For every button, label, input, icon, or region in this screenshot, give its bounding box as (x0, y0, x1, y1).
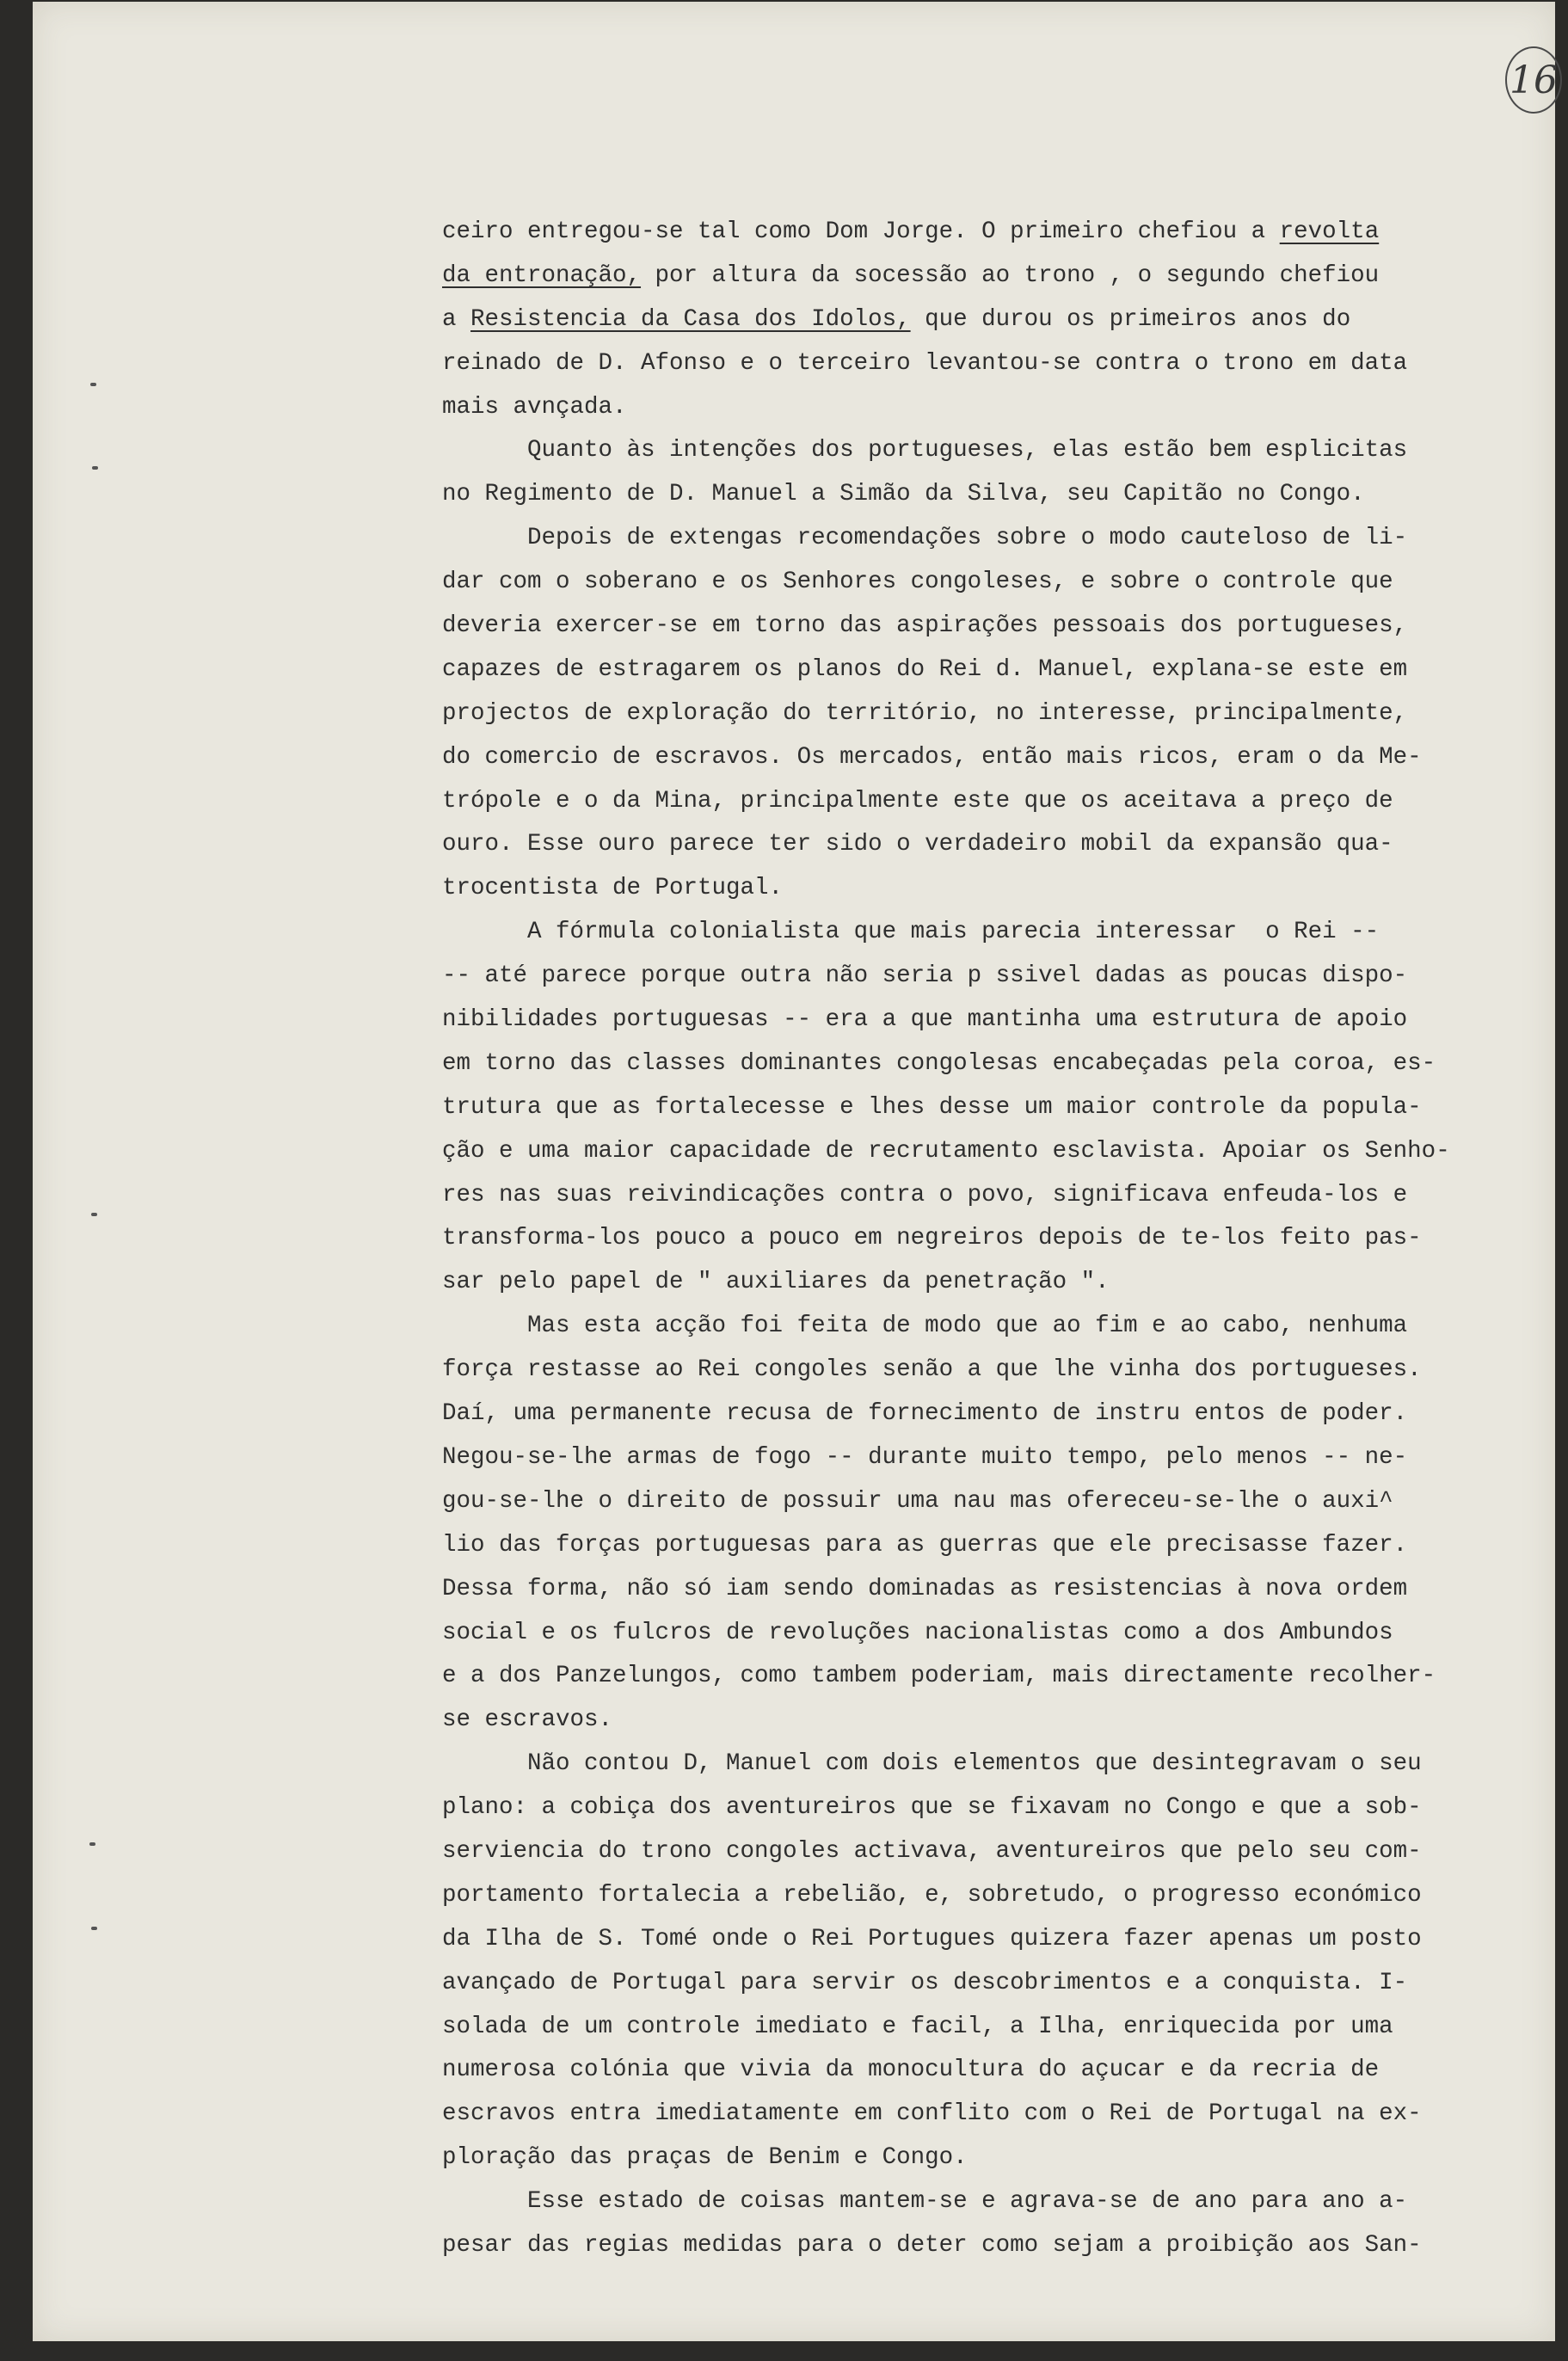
text-span: do comercio de escravos. Os mercados, então mais ricos, eram o da Me- (442, 743, 1422, 771)
text-line (442, 2180, 1552, 2224)
text-span: -- até parece porque outra não seria p ssivel dadas as poucas dispo- (442, 962, 1408, 990)
text-span: portamento fortalecia a rebelião, e, sobretudo, o progresso económico (442, 1881, 1422, 1909)
text-line (442, 2137, 1552, 2180)
binding-mark (92, 466, 98, 470)
text-line (442, 1612, 1552, 1656)
text-line (442, 649, 1552, 692)
text-line (442, 1130, 1552, 1174)
text-line (442, 1305, 1552, 1349)
text-line (442, 1436, 1552, 1480)
text-line (442, 1042, 1552, 1086)
text-span: que durou os primeiros anos do (910, 305, 1351, 333)
text-line (442, 342, 1552, 386)
text-line (442, 1393, 1552, 1436)
text-line (442, 473, 1552, 517)
text-line (442, 1699, 1552, 1743)
text-span: da Ilha de S. Tomé onde o Rei Portugues quizera fazer apenas um posto (442, 1925, 1422, 1952)
text-line (442, 605, 1552, 649)
underlined-text: Resistencia da Casa dos Idolos, (470, 305, 911, 333)
text-span: solada de um controle imediato e facil, a Ilha, enriquecida por uma (442, 2013, 1393, 2040)
text-line (442, 999, 1552, 1042)
text-span: força restasse ao Rei congoles senão a que lhe vinha dos portugueses. (442, 1356, 1422, 1384)
text-line (442, 386, 1552, 430)
text-span: Não contou D, Manuel com dois elementos que desintegravam o seu (442, 1750, 1422, 1778)
text-line (442, 1568, 1552, 1612)
binding-mark (91, 1213, 97, 1216)
text-line (442, 867, 1552, 911)
text-line (442, 255, 1552, 298)
text-span: ploração das praças de Benim e Congo. (442, 2144, 968, 2172)
text-span: avançado de Portugal para servir os descobrimentos e a conquista. I- (442, 1969, 1408, 1996)
text-span: trutura que as fortalecesse e lhes desse um maior controle da popula- (442, 1093, 1422, 1121)
text-span: por altura da socessão ao trono , o segundo chefiou (641, 261, 1380, 289)
page-number: 16 (1505, 46, 1562, 114)
text-span: em torno das classes dominantes congolesas encabeçadas pela coroa, es- (442, 1049, 1436, 1077)
text-span: Negou-se-lhe armas de fogo -- durante muito tempo, pelo menos -- ne- (442, 1443, 1408, 1471)
text-span: Mas esta acção foi feita de modo que ao fim e ao cabo, nenhuma (442, 1313, 1408, 1340)
text-span: pesar das regias medidas para o deter como sejam a proibição aos San- (442, 2231, 1422, 2259)
text-line (442, 955, 1552, 999)
text-span: transforma-los pouco a pouco em negreiros depois de te-los feito pas- (442, 1225, 1422, 1252)
text-span: ceiro entregou-se tal como Dom Jorge. O primeiro chefiou a (442, 218, 1280, 245)
text-line (442, 1655, 1552, 1699)
text-line (442, 1349, 1552, 1393)
text-span: no Regimento de D. Manuel a Simão da Silva, seu Capitão no Congo. (442, 481, 1365, 508)
text-line (442, 1830, 1552, 1874)
text-span: Dessa forma, não só iam sendo dominadas as resistencias à nova ordem (442, 1575, 1408, 1602)
text-span: lio das forças portuguesas para as guerras que ele precisasse fazer. (442, 1531, 1408, 1559)
text-line (442, 561, 1552, 605)
text-span: e a dos Panzelungos, como tambem poderiam, mais directamente recolher- (442, 1663, 1436, 1690)
text-span: plano: a cobiça dos aventureiros que se fixavam no Congo e que a sob- (442, 1794, 1422, 1822)
binding-mark (91, 1927, 97, 1930)
text-line (442, 1962, 1552, 2006)
text-line (442, 2049, 1552, 2093)
document-page (33, 2, 1558, 2341)
text-span: trópole e o da Mina, principalmente este que os aceitava a preço de (442, 787, 1393, 815)
text-span: a (442, 305, 471, 333)
text-span: se escravos. (442, 1706, 613, 1734)
text-span: Daí, uma permanente recusa de fornecimento de instru entos de poder. (442, 1400, 1408, 1428)
text-span: capazes de estragarem os planos do Rei d. Manuel, explana-se este em (442, 655, 1408, 683)
text-line (442, 1874, 1552, 1918)
text-line (442, 1261, 1552, 1305)
text-line (442, 1217, 1552, 1261)
text-span: ouro. Esse ouro parece ter sido o verdadeiro mobil da expansão qua- (442, 831, 1393, 858)
underlined-text: da entronação, (442, 261, 642, 289)
text-line (442, 2093, 1552, 2137)
text-span: serviencia do trono congoles activava, aventureiros que pelo seu com- (442, 1837, 1422, 1865)
text-span: escravos entra imediatamente em conflito com o Rei de Portugal na ex- (442, 2100, 1422, 2128)
binding-mark (89, 1842, 95, 1846)
text-span: res nas suas reivindicações contra o povo, significava enfeuda-los e (442, 1181, 1408, 1208)
text-line (442, 517, 1552, 561)
text-line (442, 780, 1552, 824)
text-span: numerosa colónia que vivia da monocultura do açucar e da recria de (442, 2057, 1380, 2084)
text-line (442, 736, 1552, 780)
text-span: Esse estado de coisas mantem-se e agrava-se de ano para ano a- (442, 2188, 1408, 2216)
text-line (442, 211, 1552, 255)
text-line (442, 2224, 1552, 2268)
text-line (442, 298, 1552, 342)
text-span: projectos de exploração do território, no interesse, principalmente, (442, 699, 1408, 727)
text-line (442, 2006, 1552, 2050)
underlined-text: revolta (1279, 218, 1380, 245)
text-span: Quanto às intenções dos portugueses, elas estão bem esplicitas (442, 437, 1408, 464)
text-span: reinado de D. Afonso e o terceiro levantou-se contra o trono em data (442, 349, 1408, 377)
text-span: dar com o soberano e os Senhores congoleses, e sobre o controle que (442, 569, 1393, 596)
text-span: social e os fulcros de revoluções nacionalistas como a dos Ambundos (442, 1619, 1393, 1646)
text-span: gou-se-lhe o direito de possuir uma nau mas ofereceu-se-lhe o auxi^ (442, 1487, 1393, 1515)
text-span: sar pelo papel de " auxiliares da penetração ". (442, 1269, 1110, 1296)
text-line (442, 692, 1552, 736)
text-span: trocentista de Portugal. (442, 875, 784, 902)
text-span: deveria exercer-se em torno das aspirações pessoais dos portugueses, (442, 612, 1408, 640)
text-line (442, 1918, 1552, 1962)
text-span: Depois de extengas recomendações sobre o modo cauteloso de li- (442, 525, 1408, 552)
text-span: A fórmula colonialista que mais parecia interessar o Rei -- (442, 919, 1380, 946)
text-span: mais avnçada. (442, 393, 627, 421)
text-span: nibilidades portuguesas -- era a que mantinha uma estrutura de apoio (442, 1006, 1408, 1034)
text-line (442, 1524, 1552, 1568)
binding-mark (90, 383, 96, 386)
text-line (442, 1086, 1552, 1130)
text-line (442, 1480, 1552, 1524)
text-line (442, 1743, 1552, 1786)
typewritten-body (442, 211, 1552, 2268)
text-span: ção e uma maior capacidade de recrutamento esclavista. Apoiar os Senho- (442, 1137, 1450, 1165)
text-line (442, 1174, 1552, 1218)
text-line (442, 823, 1552, 867)
text-line (442, 1786, 1552, 1830)
text-line (442, 429, 1552, 473)
text-line (442, 911, 1552, 955)
